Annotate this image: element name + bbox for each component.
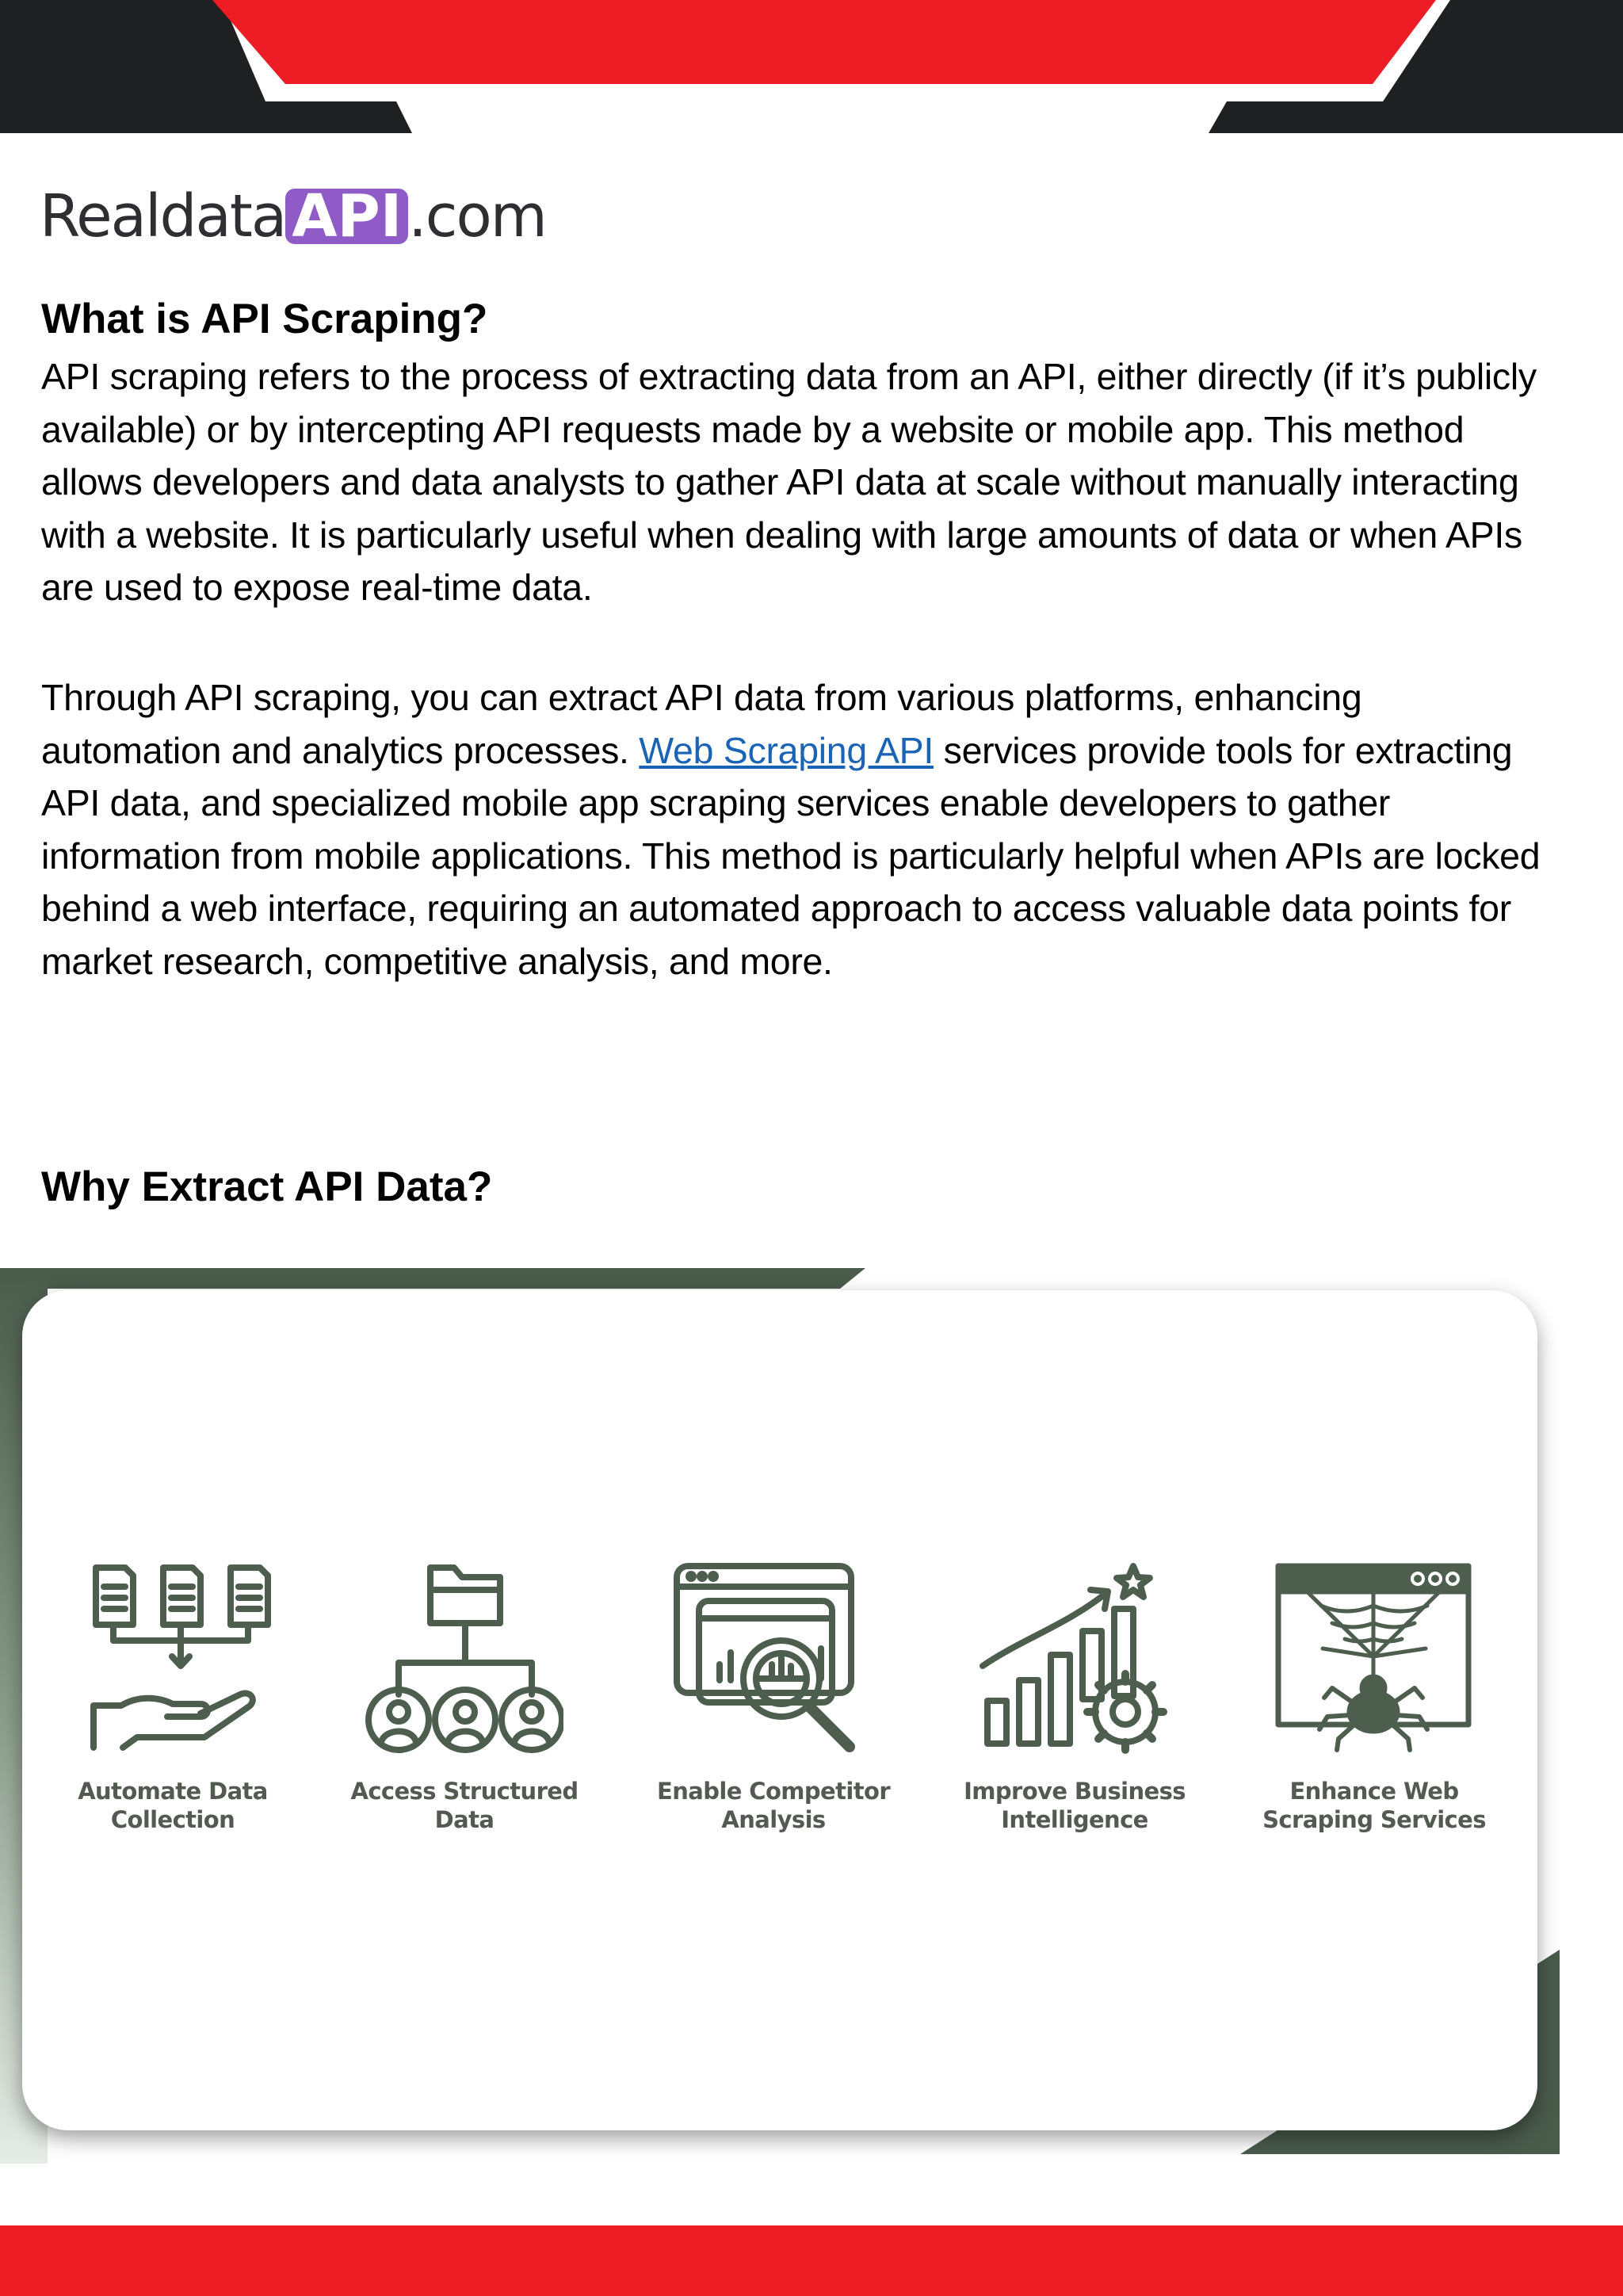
paragraph-api-scraping-details (41, 671, 1547, 988)
feature-automate-data-collection (54, 1561, 292, 1834)
brand-logo[interactable] (40, 181, 546, 252)
section-heading-api-scraping: What is API Scraping? (41, 296, 488, 342)
growth-chart-gear-icon (972, 1561, 1178, 1759)
feature-label-line2: Intelligence (1001, 1806, 1148, 1833)
feature-label-line2: Data (434, 1806, 495, 1833)
folder-people-icon (365, 1561, 563, 1759)
feature-label-line1: Enable Competitor (656, 1778, 891, 1805)
feature-label (1255, 1777, 1493, 1834)
documents-hand-icon (74, 1561, 272, 1759)
header-banner (0, 0, 1623, 136)
feature-label-line1: Improve Business (964, 1778, 1186, 1805)
section-heading-why-extract: Why Extract API Data? (41, 1163, 493, 1210)
logo-text-suffix: .com (408, 182, 546, 250)
feature-label-line1: Automate Data (78, 1778, 268, 1805)
feature-label-line2: Collection (110, 1806, 235, 1833)
feature-label (956, 1777, 1193, 1834)
feature-label (655, 1777, 892, 1834)
feature-label-line2: Scraping Services (1262, 1806, 1486, 1833)
paragraph-api-scraping-intro: API scraping refers to the process of extracting data from an API, either directly (if it’s publicly available) or by intercepting API requests made by a website or mobile app. This method allows developers and data analysts to gather API data at scale without manually interacting with a website. It is particularly useful when dealing with large amounts of data or when APIs are used to expose real-time data. (41, 356, 1537, 608)
logo-api-badge: API (285, 189, 408, 244)
feature-label (54, 1777, 292, 1834)
feature-label-line1: Access Structured (350, 1778, 579, 1805)
footer-bar (0, 2225, 1623, 2296)
paragraph-text-after-link: services provide tools for extracting API data, and specialized mobile app scraping services enable developers to gather information from mobile applications. This method is particularly helpful when APIs are locked behind a web interface, requiring an automated approach to access valuable data points for market research, competitive analysis, and more. (41, 729, 1541, 982)
feature-label (346, 1777, 583, 1834)
feature-label-line2: Analysis (721, 1806, 826, 1833)
paragraph-text-before-link: Through API scraping, you can extract API data from various platforms, enhancing automation and analytics processes. (41, 677, 1362, 771)
feature-enhance-web-scraping-services (1255, 1561, 1493, 1834)
browser-magnifier-chart-icon (670, 1561, 876, 1759)
web-scraping-api-link[interactable]: Web Scraping API (639, 729, 934, 771)
feature-access-structured-data (346, 1561, 583, 1834)
spider-web-browser-icon (1275, 1561, 1473, 1759)
feature-enable-competitor-analysis (655, 1561, 892, 1834)
feature-improve-business-intelligence (956, 1561, 1193, 1834)
feature-label-line1: Enhance Web (1289, 1778, 1459, 1805)
logo-text-prefix: Realdata (40, 182, 286, 250)
